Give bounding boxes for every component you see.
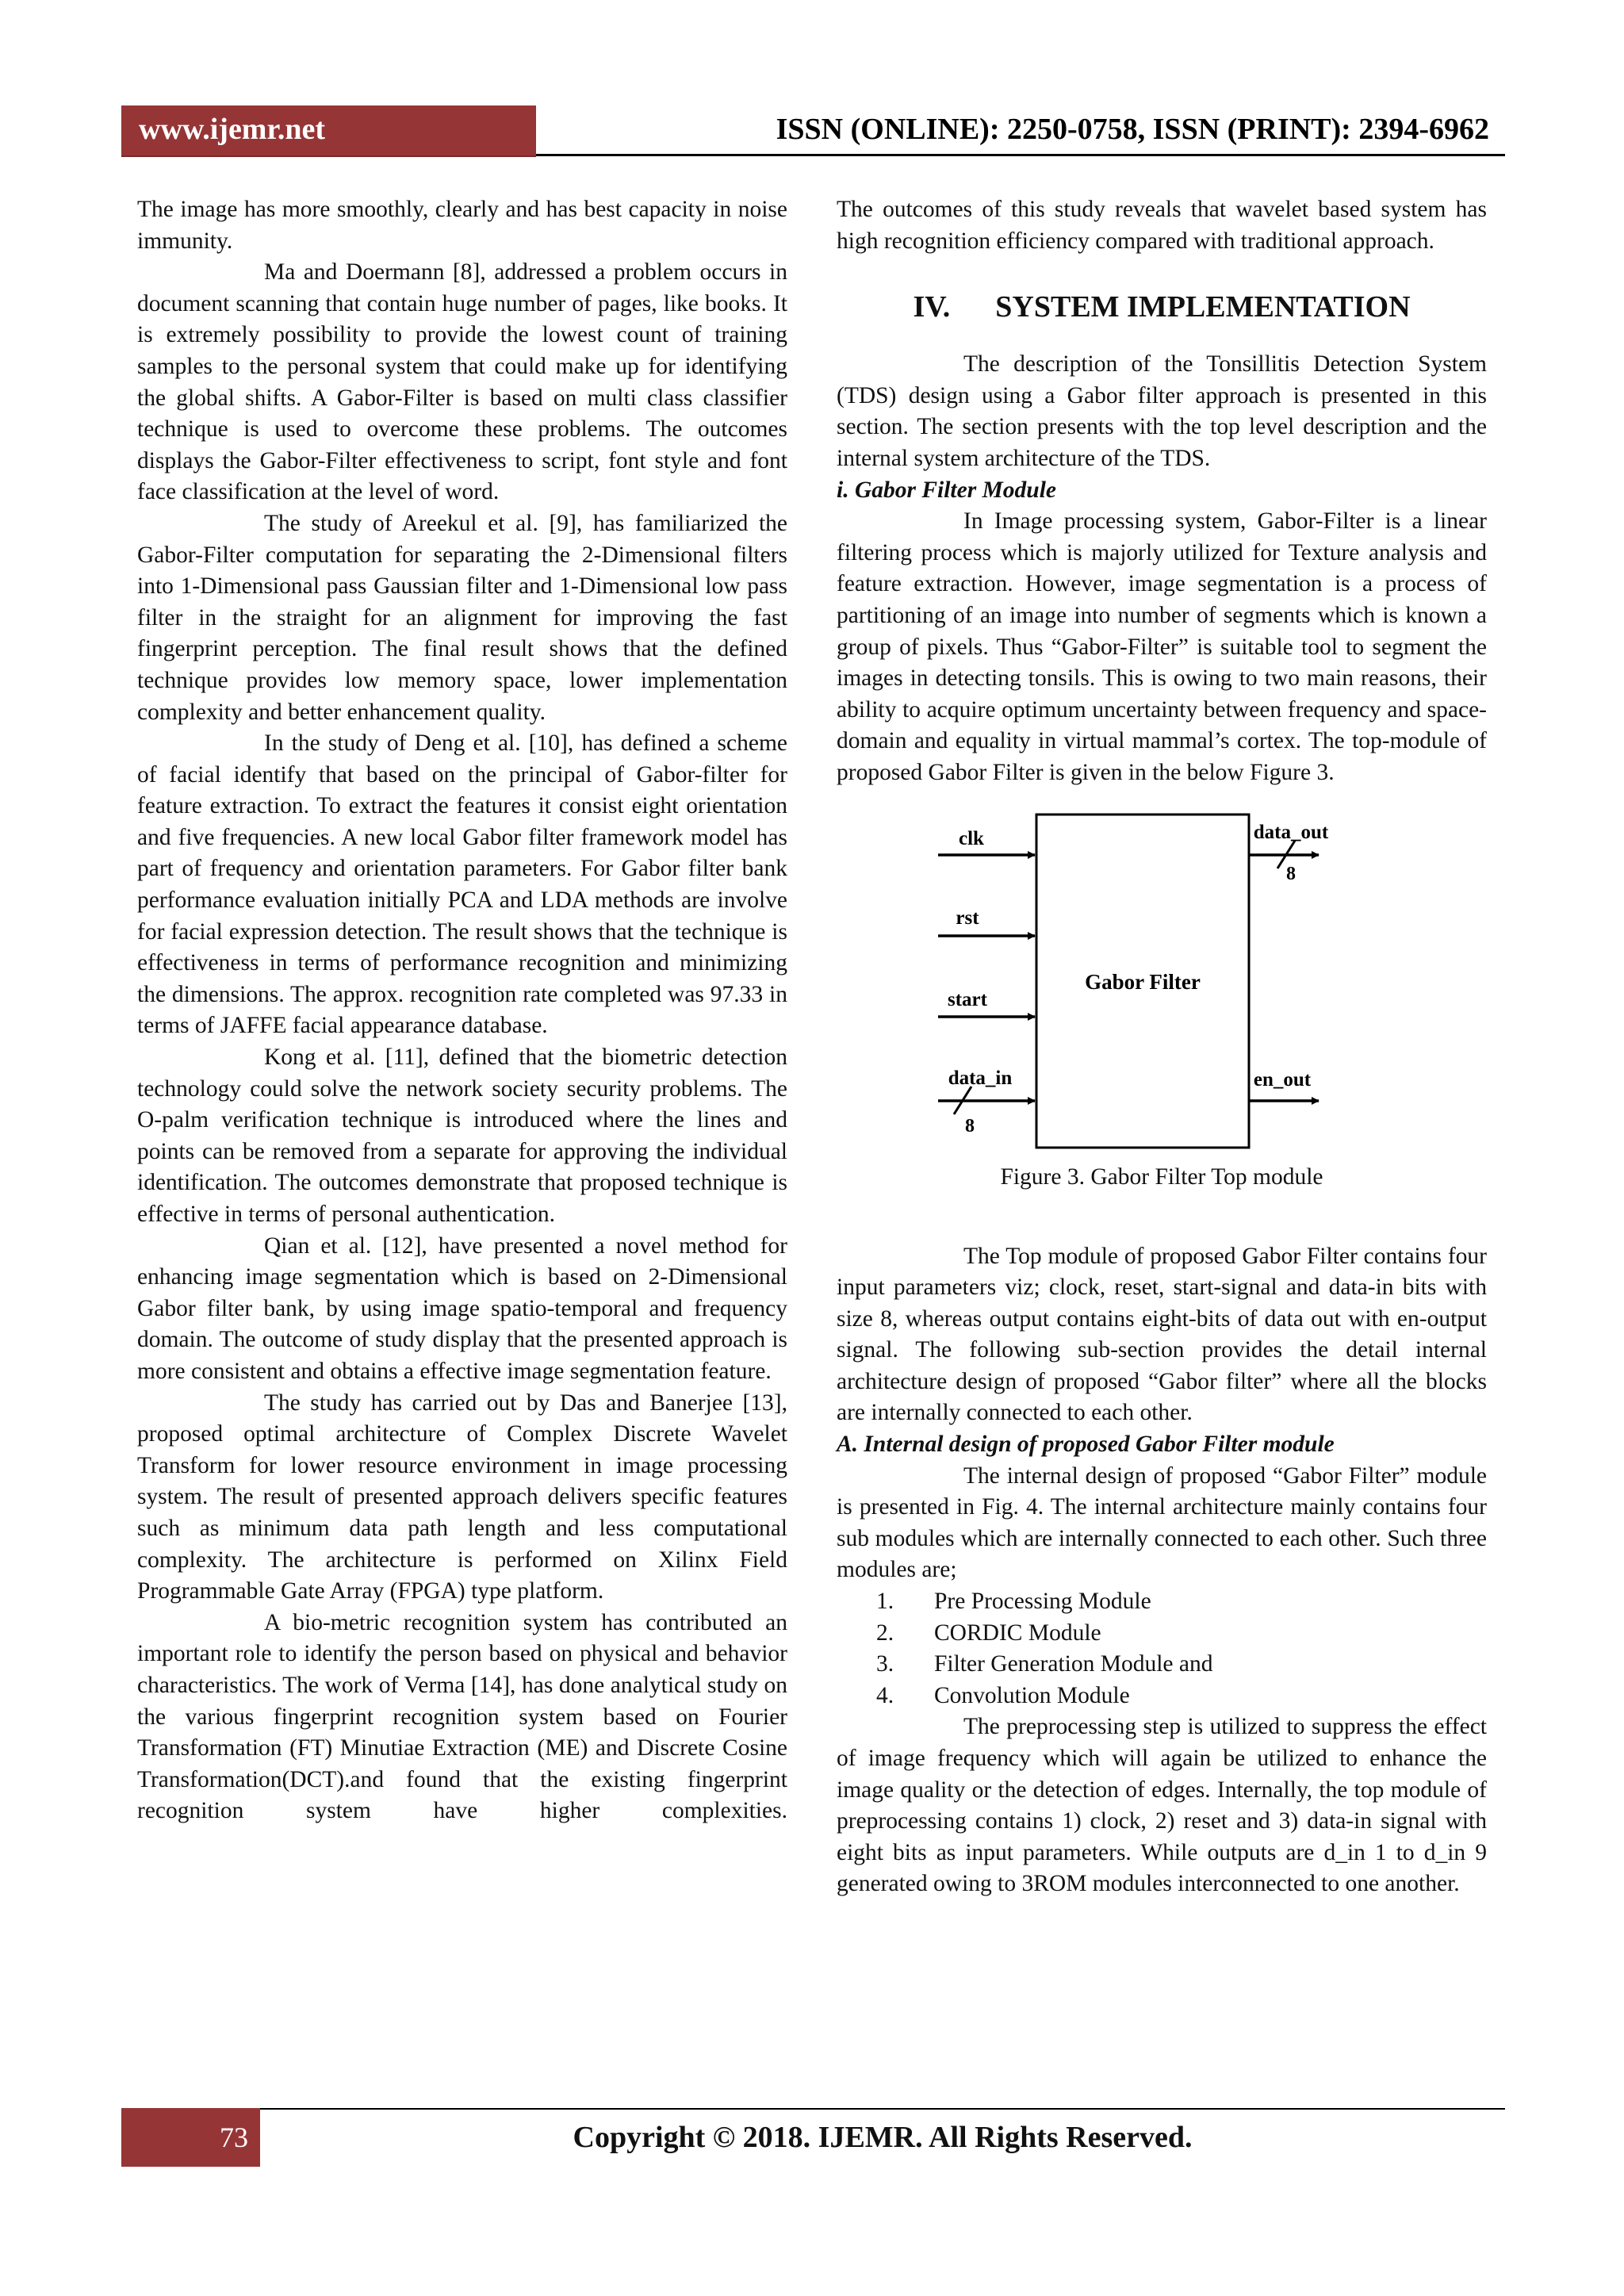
journal-website: www.ijemr.net [139, 113, 325, 146]
paragraph: A bio-metric recognition system has contributed an important role to identify the person based on physical and behavior characteristics. The work of Verma [14], has done analytical study on the various fingerprint recognition system based on Fourier Transformation (FT) Minutiae Extraction (ME) and Discrete Cosine Transformation(DCT).and found that the existing fingerprint recognition system have higher complexities. [137, 1609, 787, 1824]
paragraph: The preprocessing step is utilized to suppress the effect of image frequency which will again be utilized to enhance the image quality or the detection of edges. Internally, the top module of preprocessing contains 1) clock, 2) reset and 3) data-in signal with eight bits as input parameters. While outputs are d_in 1 to d_in 9 generated owing to 3ROM modules interconnected to one another. [837, 1714, 1487, 1897]
input-label-start: start [948, 988, 987, 1010]
list-number: 3. [876, 1651, 894, 1677]
section-number: IV. [913, 290, 951, 324]
right-column [837, 194, 1487, 1900]
subsection-heading: i. Gabor Filter Module [837, 477, 1056, 503]
list-number: 2. [876, 1619, 894, 1646]
journal-issn: ISSN (ONLINE): 2250-0758, ISSN (PRINT): 2394-6962 [776, 113, 1489, 146]
input-bus-width: 8 [965, 1115, 975, 1137]
paragraph: The Top module of proposed Gabor Filter contains four input parameters viz; clock, reset, start-signal and data-in bits with size 8, whereas output contains eight-bits of data out with en-output signal. The following sub-section provides the detail internal architecture design of proposed “Gabor filter” where all the blocks are internally connected to each other. [837, 1243, 1487, 1426]
left-column [137, 194, 787, 1827]
figure-gabor-filter-top-module [837, 797, 1487, 1209]
paragraph: The internal design of proposed “Gabor Filter” module is presented in Fig. 4. The internal architecture mainly contains four sub modules which are internally connected to each other. Such three modules are; [837, 1462, 1487, 1583]
list-item [837, 1681, 1487, 1712]
list-text: Convolution Module [934, 1682, 1130, 1708]
list-number: 1. [876, 1589, 894, 1615]
paragraph: Kong et al. [11], defined that the biometric detection technology could solve the network society security problems. The O-palm verification technique is introduced where the lines and points can be removed from a separate for approving the individual identification. The outcomes demonstrate that proposed technique is effective in terms of personal authentication. [137, 1045, 787, 1227]
subsection-heading: A. Internal design of proposed Gabor Filter module [837, 1432, 1335, 1458]
block-diagram [837, 797, 1487, 1170]
paragraph: The image has more smoothly, clearly and has best capacity in noise immunity. [137, 197, 787, 254]
figure-caption: Figure 3. Gabor Filter Top module [1000, 1163, 1323, 1190]
list-item [837, 1649, 1487, 1681]
list-item [837, 1618, 1487, 1650]
input-label-data-in: data_in [948, 1067, 1013, 1089]
page-number: 73 [220, 2122, 248, 2153]
copyright-notice: Copyright © 2018. IJEMR. All Rights Reserved. [573, 2121, 1193, 2154]
header-rule [536, 154, 1505, 156]
input-label-rst: rst [956, 907, 979, 929]
section-title: SYSTEM IMPLEMENTATION [995, 290, 1411, 324]
list-number: 4. [876, 1682, 894, 1708]
list-item [837, 1586, 1487, 1618]
block-label: Gabor Filter [1085, 969, 1201, 994]
list-text: Pre Processing Module [934, 1589, 1151, 1615]
paragraph: Qian et al. [12], have presented a novel method for enhancing image segmentation which is based on 2-Dimensional Gabor filter bank, by using image spatio-temporal and frequency domain. The outcome of study display that the presented approach is more consistent and obtains a effective image segmentation feature. [137, 1232, 787, 1384]
input-label-clk: clk [959, 827, 984, 849]
list-text: Filter Generation Module and [934, 1651, 1213, 1677]
output-label-data-out: data_out [1253, 821, 1329, 843]
paragraph: In the study of Deng et al. [10], has defined a scheme of facial identify that based on the principal of Gabor-filter for feature extraction. To extract the features it consist eight orientation and five frequencies. A new local Gabor filter framework model has part of frequency and orientation parameters. For Gabor filter bank performance evaluation initially PCA and LDA methods are involve for facial expression detection. The result shows that the technique is effectiveness in terms of performance recognition and minimizing the dimensions. The approx. recognition rate completed was 97.33 in terms of JAFFE facial appearance database. [137, 730, 787, 1039]
paragraph: The outcomes of this study reveals that wavelet based system has high recognition efficiency compared with traditional approach. [837, 197, 1487, 254]
paragraph: The study of Areekul et al. [9], has familiarized the Gabor-Filter computation for separating the 2-Dimensional filters into 1-Dimensional pass Gaussian filter and 1-Dimensional low pass filter in the straight for an alignment for improving the fast fingerprint perception. The final result shows that the defined technique provides low memory space, lower implementation complexity and better enhancement quality. [137, 510, 787, 725]
section-heading [837, 289, 1487, 325]
list-text: CORDIC Module [934, 1619, 1101, 1646]
paragraph: In Image processing system, Gabor-Filter is a linear filtering process which is majorly utilized for Texture analysis and feature extraction. However, image segmentation is a process of partitioning of an image into number of segments which is known a group of pixels. Thus “Gabor-Filter” is suitable tool to segment the images in detecting tonsils. This is owing to two main reasons, their ability to acquire optimum uncertainty between frequency and space-domain and equality in virtual mammal’s cortex. The top-module of proposed Gabor Filter is given in the below Figure 3. [837, 508, 1487, 785]
paragraph: The description of the Tonsillitis Detection System (TDS) design using a Gabor filter approach is presented in this section. The section presents with the top level description and the internal system architecture of the TDS. [837, 351, 1487, 471]
submodule-list [837, 1586, 1487, 1711]
footer-rule [163, 2108, 1505, 2110]
output-bus-width: 8 [1286, 863, 1296, 884]
paragraph: Ma and Doermann [8], addressed a problem occurs in document scanning that contain huge number of pages, like books. It is extremely possibility to provide the lowest count of training samples to the personal system that could make up for identifying the global shifts. A Gabor-Filter is based on multi class classifier technique is used to overcome these problems. The outcomes displays the Gabor-Filter effectiveness to script, font style and font face classification at the level of word. [137, 259, 787, 505]
output-label-en-out: en_out [1253, 1068, 1312, 1091]
paragraph: The study has carried out by Das and Banerjee [13], proposed optimal architecture of Complex Discrete Wavelet Transform for lower resource environment in image processing system. The result of presented approach delivers specific features such as minimum data path length and less computational complexity. The architecture is performed on Xilinx Field Programmable Gate Array (FPGA) type platform. [137, 1389, 787, 1604]
header-rule-accent [121, 155, 536, 157]
